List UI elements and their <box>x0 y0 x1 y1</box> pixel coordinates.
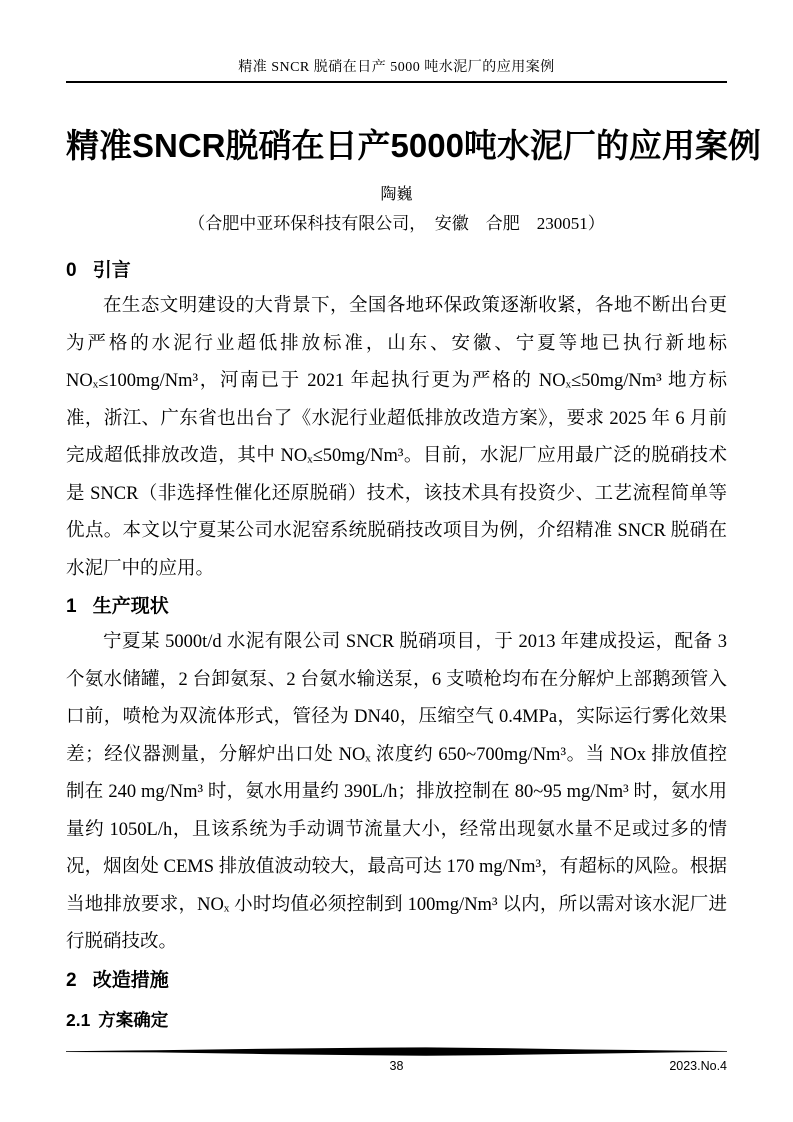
section-title: 改造措施 <box>92 969 169 991</box>
section-heading-renovation-measures <box>66 968 727 994</box>
section-title: 引言 <box>92 260 131 281</box>
running-header <box>66 0 727 83</box>
section-heading-production-status <box>66 594 727 620</box>
paragraph-production-status: 宁夏某 5000t/d 水泥有限公司 SNCR 脱硝项目，于 2013 年建成投运，配备 3 个氨水储罐，2 台卸氨泵、2 台氨水输送泵，6 支喷枪均布在分解炉上部鹅颈管入口前，喷枪为双流体形式，管径为 DN40，压缩空气 0.4MPa，实际运行雾化效果差；经仪器测量，分解炉出口处 NOₓ 浓度约 650~700mg/Nm³。当 NOx 排放值控制在 240 mg/Nm³ 时，氨水用量约 390L/h；排放控制在 80~95 mg/Nm³ 时，氨水用量约 1050L/h，且该系统为手动调节流量大小，经常出现氨水量不足或过多的情况，烟囱处 CEMS 排放值波动较大，最高可达 170 mg/Nm³，有超标的风险。根据当地排放要求，NOₓ 小时均值必须控制到 100mg/Nm³ 以内，所以需对该水泥厂进行脱硝技改。 <box>66 632 727 952</box>
section-number: 2.1 <box>66 1009 91 1030</box>
section-number: 0 <box>66 260 77 281</box>
page-footer <box>66 1047 727 1075</box>
header-rule <box>66 81 727 83</box>
paragraph-introduction: 在生态文明建设的大背景下，全国各地环保政策逐渐收紧，各地不断出台更为严格的水泥行业超低排放标准，山东、安徽、宁夏等地已执行新地标NOₓ≤100mg/Nm³，河南已于 2021 年起执行更为严格的 NOₓ≤50mg/Nm³ 地方标准，浙江、广东省也出台了《水泥行业超低排放改造方案》，要求 2025 年 6 月前完成超低排放改造，其中 NOₓ≤50mg/Nm³。目前，水泥厂应用最广泛的脱硝技术是 SNCR（非选择性催化还原脱硝）技术，该技术具有投资少、工艺流程简单等优点。本文以宁夏某公司水泥窑系统脱硝技改项目为例，介绍精准 SNCR 脱硝在水泥厂中的应用。 <box>66 296 727 579</box>
footer-rule-shape <box>66 1047 727 1057</box>
section-number: 2 <box>66 969 77 991</box>
paper-title: 精准SNCR脱硝在日产5000吨水泥厂的应用案例 <box>66 127 761 164</box>
section-title: 生产现状 <box>92 596 169 617</box>
page-number: 38 <box>389 1059 404 1073</box>
section-heading-introduction <box>66 258 727 284</box>
section-title: 方案确定 <box>98 1009 169 1030</box>
issue-label: 2023.No.4 <box>669 1059 727 1073</box>
section-number: 1 <box>66 596 77 617</box>
author-affiliation: （合肥中亚环保科技有限公司， 安徽 合肥 230051） <box>188 214 605 233</box>
footer-row <box>66 1057 727 1075</box>
footer-rule <box>66 1047 727 1057</box>
author-name: 陶巍 <box>380 186 413 203</box>
running-title: 精准 SNCR 脱硝在日产 5000 吨水泥厂的应用案例 <box>238 60 555 75</box>
section-heading-scheme-determination <box>66 1007 727 1033</box>
